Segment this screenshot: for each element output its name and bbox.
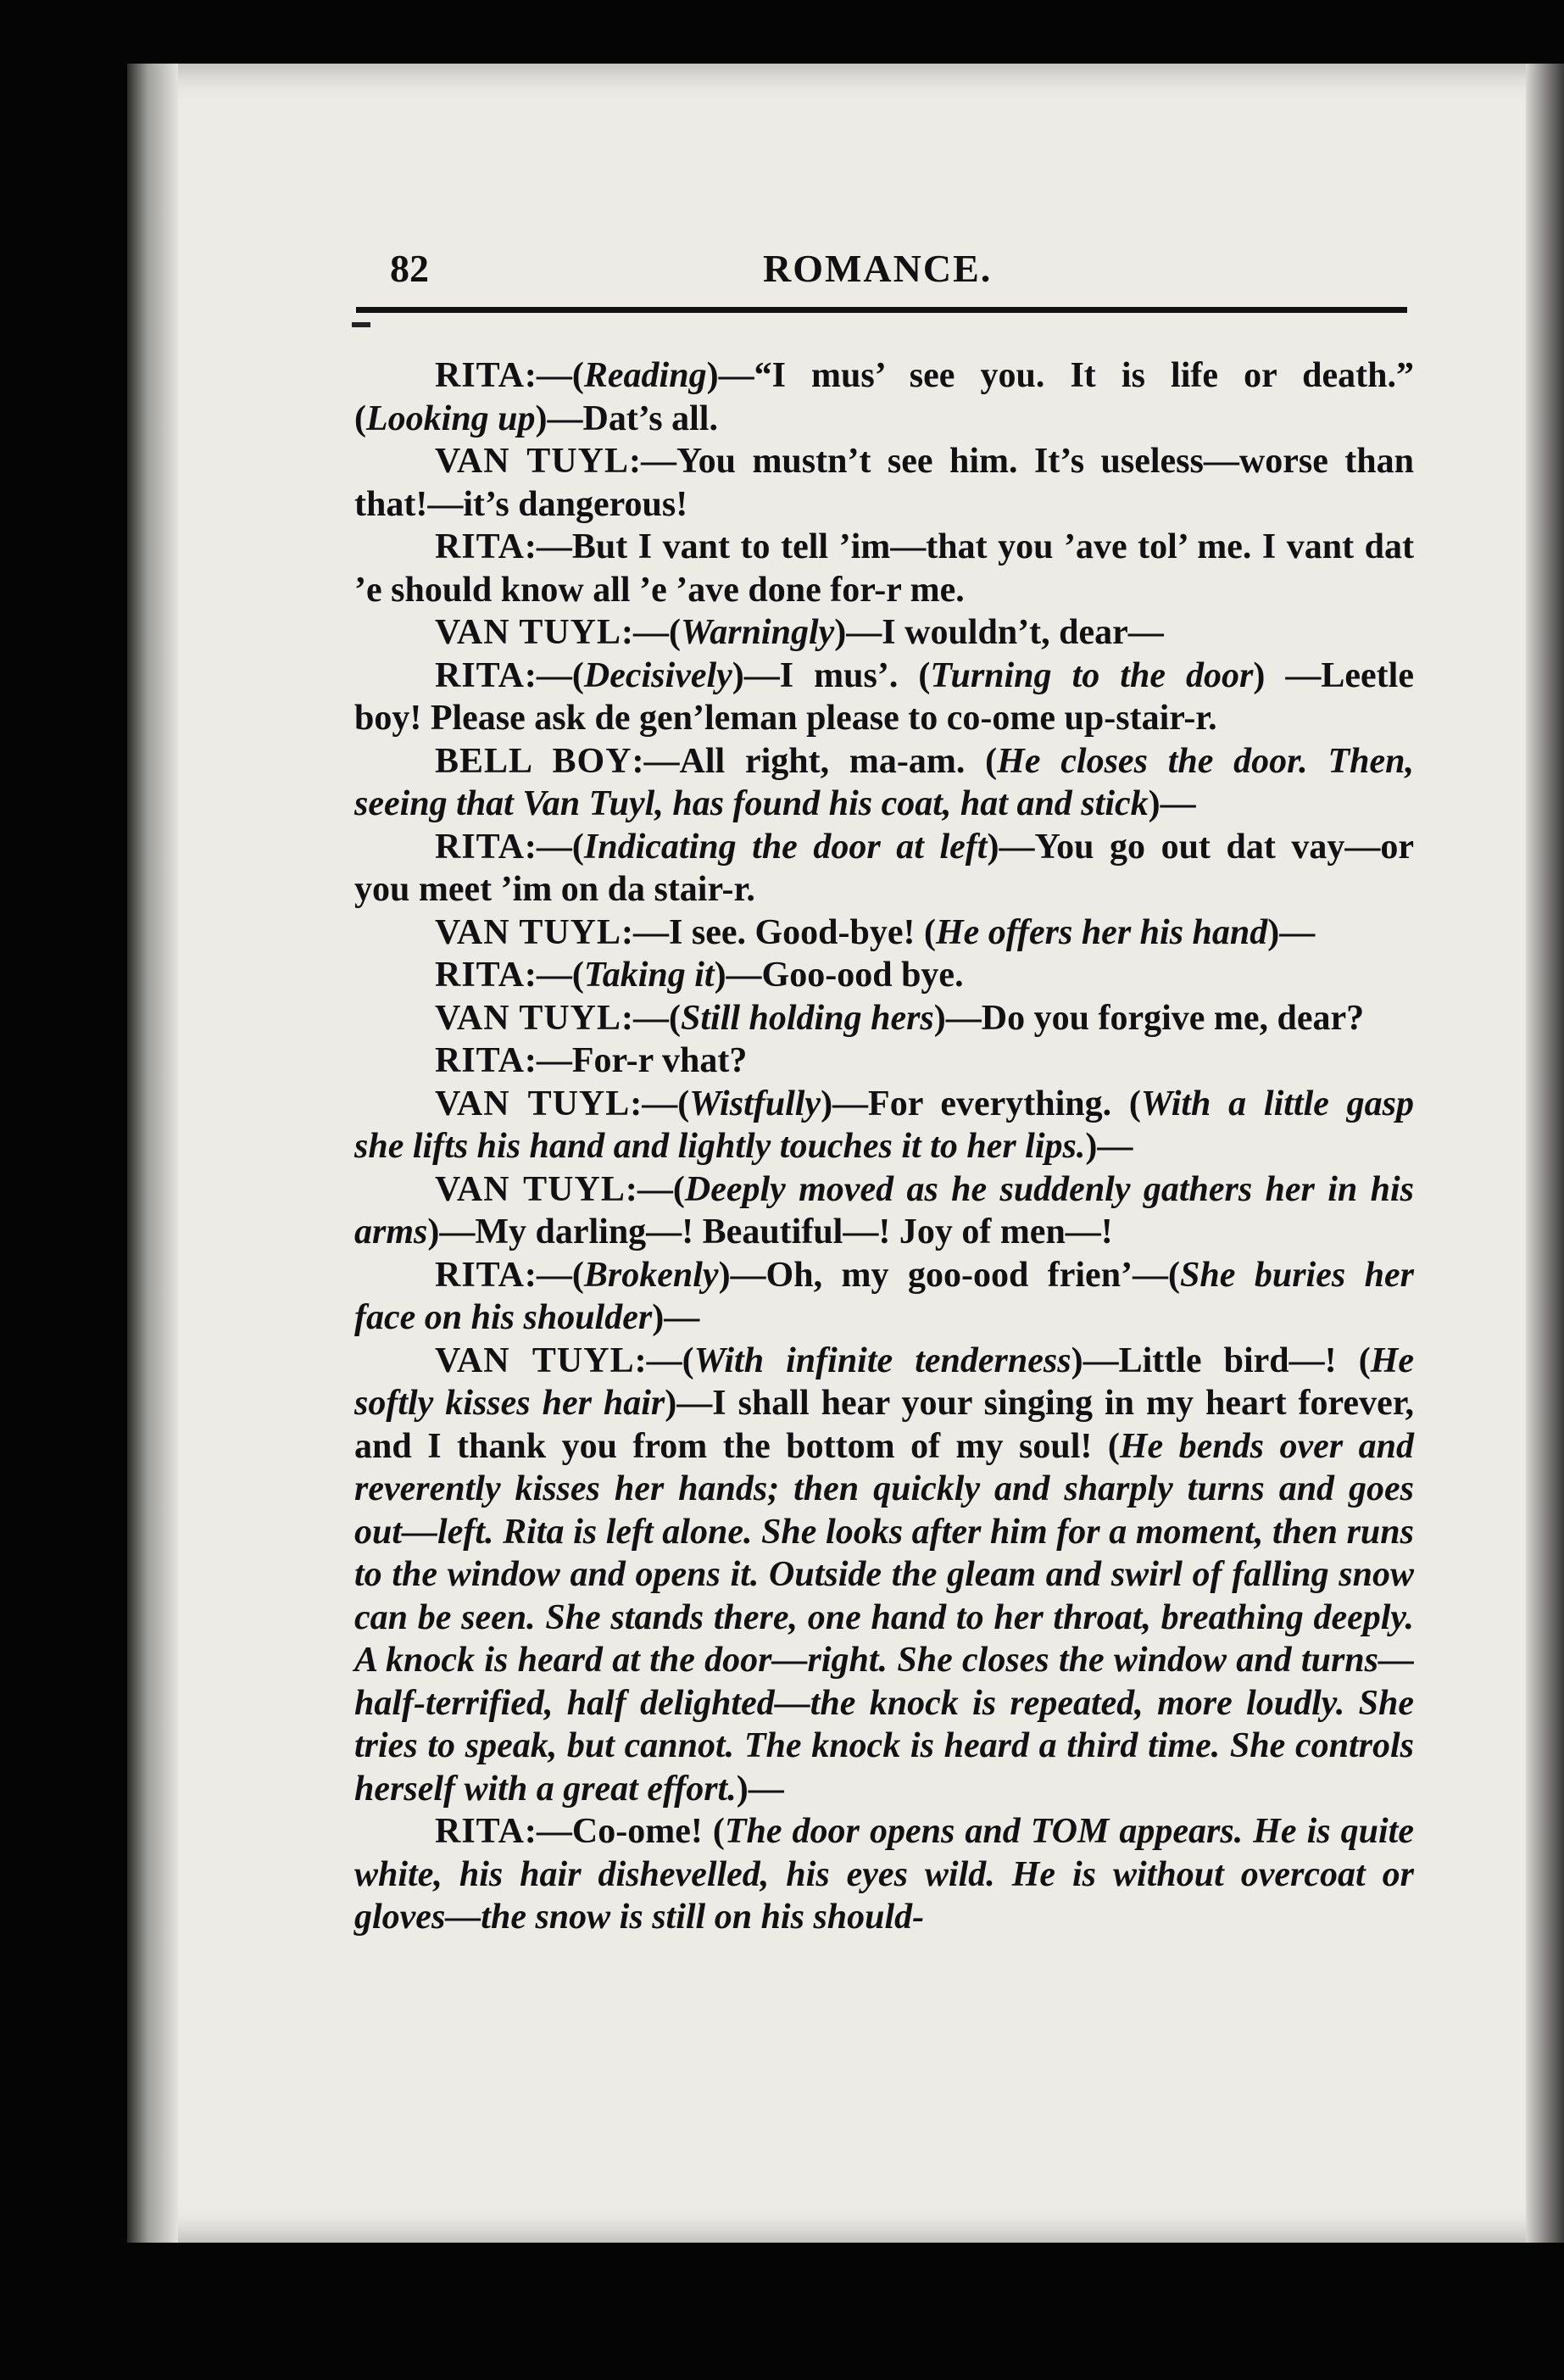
stage-direction: Looking up — [366, 399, 536, 438]
page-edge-shadow — [1526, 64, 1564, 2243]
speaker-name: RITA — [435, 356, 525, 395]
dialogue-text: :—You mustn’t see him. It’s useless—worse than that!—it’s dangerous! — [354, 442, 1414, 524]
speech-paragraph — [354, 1254, 1414, 1340]
dialogue-text: )—“I mus’ see you. It is life or death.” ( — [354, 356, 1414, 438]
stage-direction: Taking it — [583, 956, 715, 995]
stage-direction: The door opens and TOM appears. He is quite white, his hair dishevelled, his eyes wild. He is without overcoat or gloves—the snow is still on his should- — [354, 1812, 1414, 1937]
dialogue-text: :—( — [524, 956, 584, 995]
dialogue-text: )—Goo-ood bye. — [714, 956, 964, 995]
dialogue-text: )— — [652, 1298, 700, 1337]
page-number: 82 — [390, 247, 429, 290]
stage-direction: Deeply moved as he suddenly gathers her in his arms — [354, 1169, 1415, 1251]
speech-paragraph — [354, 1810, 1414, 1939]
dialogue-text: )—I wouldn’t, dear— — [834, 613, 1164, 652]
speaker-name: VAN TUYL — [435, 613, 622, 652]
stage-direction: He offers her his hand — [935, 912, 1268, 952]
speech-paragraph — [354, 440, 1414, 526]
speech-paragraph — [354, 954, 1414, 997]
dialogue-text: :—( — [524, 356, 584, 395]
speech-paragraph — [354, 1040, 1414, 1083]
speech-paragraph — [354, 911, 1414, 955]
speaker-name: RITA — [435, 1255, 525, 1295]
dialogue-text: )—I shall hear your singing in my heart forever, and I thank you from the bottom of my soul! ( — [354, 1384, 1414, 1466]
speech-paragraph — [354, 354, 1414, 440]
stage-direction: Turning to the door — [930, 655, 1254, 695]
speech-paragraph — [354, 526, 1414, 611]
speech-paragraph — [354, 740, 1414, 826]
dialogue-text: :—( — [621, 613, 681, 652]
header-rule — [356, 307, 1407, 313]
speaker-name: VAN TUYL — [435, 912, 622, 952]
speaker-name: RITA — [435, 527, 525, 566]
stage-direction: Wistfully — [689, 1084, 821, 1123]
stage-direction: Reading — [583, 356, 707, 395]
stage-direction: She buries her face on his shoulder — [354, 1255, 1414, 1337]
speech-paragraph — [354, 1168, 1414, 1254]
speaker-name: VAN TUYL — [435, 998, 622, 1038]
dialogue-text: )—You go out dat vay—or you meet ’im on da stair-r. — [354, 827, 1414, 909]
stage-direction: He softly kisses her hair — [354, 1340, 1414, 1423]
dialogue-text: :—( — [621, 998, 681, 1038]
dialogue-text: :—( — [524, 655, 584, 695]
speaker-name: VAN TUYL — [435, 442, 629, 481]
stage-direction: Decisively — [583, 655, 732, 695]
dialogue-text: )—For everything. ( — [821, 1084, 1141, 1123]
running-title: ROMANCE. — [763, 247, 993, 290]
dialogue-text: :—( — [524, 827, 584, 867]
dialogue-text: :—Co-ome! ( — [524, 1812, 725, 1851]
dialogue-text: :—For-r vhat? — [524, 1041, 748, 1080]
dialogue-text: )— — [1085, 1127, 1133, 1166]
speaker-name: RITA — [435, 956, 525, 995]
dialogue-text: :—( — [625, 1169, 685, 1209]
dialogue-text: )—Little bird—! ( — [1071, 1340, 1371, 1380]
dialogue-text: :—All right, ma-am. ( — [632, 741, 998, 781]
speech-paragraph — [354, 1340, 1414, 1811]
stage-direction: Still holding hers — [681, 998, 934, 1038]
speech-paragraph — [354, 655, 1414, 740]
stage-direction: Indicating the door at left — [583, 827, 988, 867]
speech-paragraph — [354, 611, 1414, 655]
page-gutter-shadow — [127, 64, 178, 2243]
play-text — [354, 354, 1414, 1939]
speaker-name: VAN TUYL — [435, 1084, 631, 1123]
speaker-name: BELL BOY — [435, 741, 632, 781]
speech-paragraph — [354, 997, 1414, 1040]
stage-direction: Brokenly — [583, 1255, 719, 1295]
dialogue-text: )—Oh, my goo-ood frien’—( — [718, 1255, 1181, 1295]
header-rule-tick — [352, 322, 370, 327]
dialogue-text: )— — [1148, 784, 1196, 823]
dialogue-text: )—Do you forgive me, dear? — [933, 998, 1365, 1038]
stage-direction: With infinite tenderness — [693, 1340, 1071, 1380]
dialogue-text: )—My darling—! Beautiful—! Joy of men—! — [427, 1212, 1113, 1251]
dialogue-text: )—Dat’s all. — [535, 399, 718, 438]
stage-direction: He bends over and reverently kisses her hands; then quickly and sharply turns and goes out—left. Rita is left alone. She looks after him for a moment, then runs to the window and opens it. Outside the gleam and swirl of falling snow can be seen. She stands there, one hand to her throat, breathing deeply. A knock is heard at the door—right. She closes the window and turns—half-terrified, half delighted—the knock is repeated, more loudly. She tries to speak, but cannot. The knock is heard a third time. She controls herself with a great effort. — [354, 1426, 1414, 1809]
dialogue-text: )— — [1267, 912, 1316, 952]
dialogue-text: )— — [736, 1769, 784, 1809]
stage-direction: Warningly — [681, 613, 835, 652]
dialogue-text: :—I see. Good-bye! ( — [621, 912, 936, 952]
speech-paragraph — [354, 826, 1414, 911]
dialogue-text: :—( — [524, 1255, 584, 1295]
speaker-name: VAN TUYL — [435, 1340, 635, 1380]
page-header — [390, 246, 1407, 305]
speaker-name: RITA — [435, 1041, 525, 1080]
stage-direction: He closes the door. Then, seeing that Van Tuyl, has found his coat, hat and stick — [354, 741, 1414, 823]
speaker-name: VAN TUYL — [435, 1169, 626, 1209]
stage-direction: With a little gasp she lifts his hand and lightly touches it to her lips. — [354, 1084, 1415, 1166]
dialogue-text: :—But I vant to tell ’im—that you ’ave tol’ me. I vant dat ’e should know all ’e ’ave done for-r me. — [354, 527, 1414, 610]
dialogue-text: ) —Leetle boy! Please ask de gen’leman please to co-ome up-stair-r. — [354, 655, 1414, 738]
dialogue-text: :—( — [630, 1084, 690, 1123]
speech-paragraph — [354, 1083, 1414, 1168]
speaker-name: RITA — [435, 1812, 525, 1851]
dialogue-text: :—( — [634, 1340, 694, 1380]
speaker-name: RITA — [435, 827, 525, 867]
dialogue-text: )—I mus’. ( — [732, 655, 931, 695]
speaker-name: RITA — [435, 655, 525, 695]
